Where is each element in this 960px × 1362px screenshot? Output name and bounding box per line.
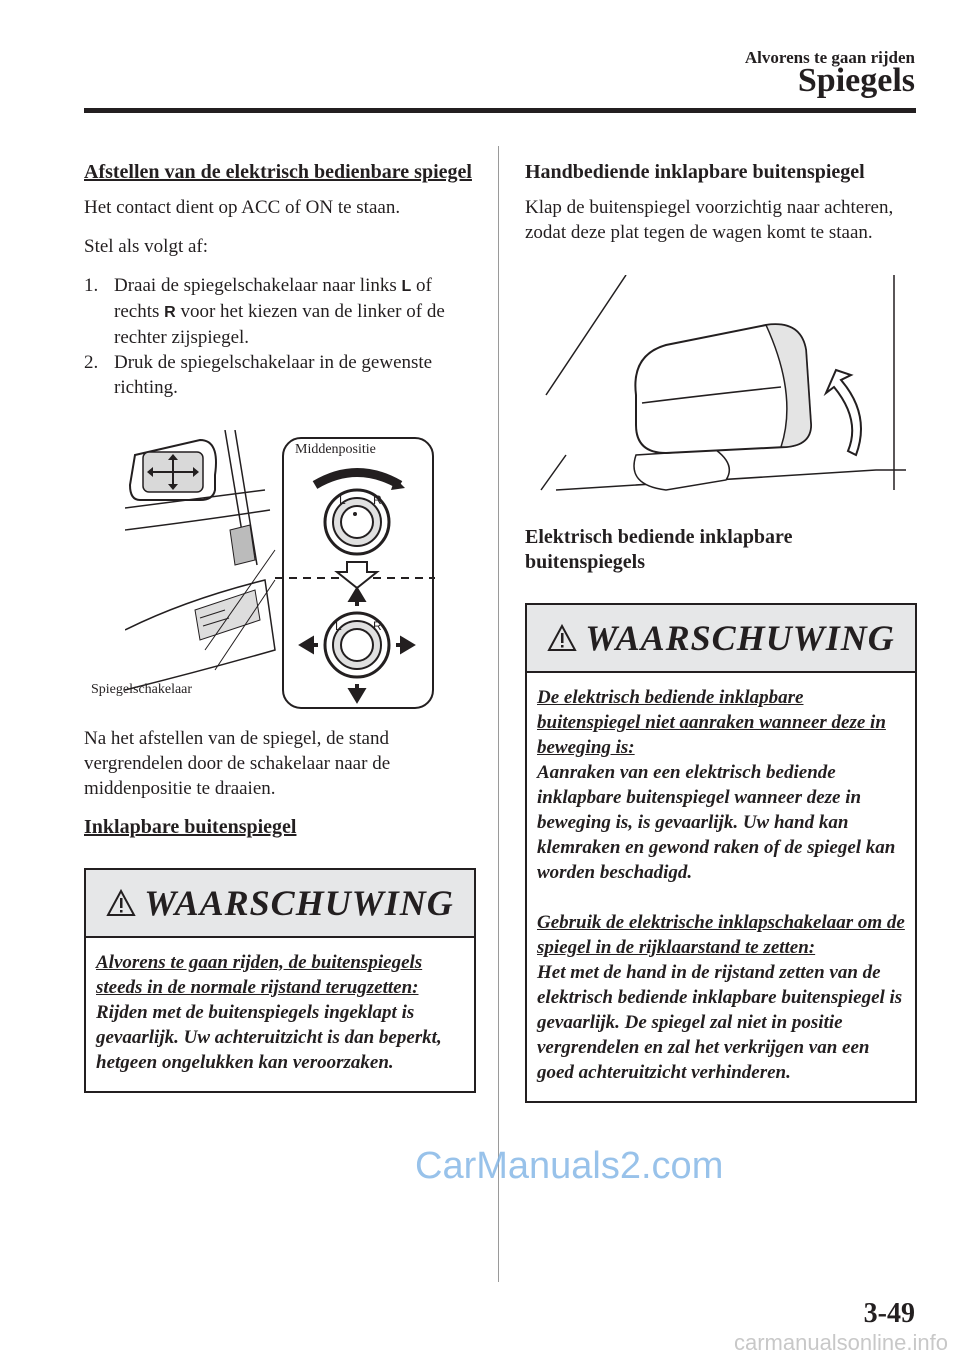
warning-triangle-icon — [106, 889, 136, 917]
section-title: Alvorens te gaan rijden — [744, 48, 915, 67]
folding-mirror-figure — [536, 275, 906, 505]
step-2 — [84, 350, 476, 400]
r-glyph: R — [164, 304, 176, 321]
warning-title: WAARSCHUWING — [585, 618, 895, 658]
warning-box-left — [84, 868, 476, 1093]
right-column — [525, 160, 917, 1103]
watermark-url: carmanualsonline.info — [733, 1330, 948, 1355]
folding-mirror-illustration — [536, 275, 906, 505]
steps-list — [84, 273, 476, 400]
heading-manual-fold: Handbediende inklapbare buitenspiegel — [525, 161, 865, 183]
warning-text: Rijden met de buitenspiegels ingeklapt is gevaarlijk. Uw achteruitzicht is dan beperkt, hetgeen ongelukken kan veroorzaken. — [96, 1002, 442, 1073]
step-text: Druk de spiegelschakelaar in de gewenste richting. — [114, 352, 433, 398]
page-number: 3-49 — [863, 1298, 915, 1329]
paragraph-lock-position: Na het afstellen van de spiegel, de stand vergrendelen door de schakelaar naar de middenpositie te draaien. — [84, 728, 391, 799]
step-number: 2. — [84, 352, 99, 373]
knob-l-label: L — [339, 493, 346, 507]
warning-triangle-icon — [547, 624, 577, 652]
knob-r-label: R — [373, 619, 382, 633]
page-title: Spiegels — [797, 62, 915, 99]
warning-header — [86, 870, 474, 938]
watermark: CarManuals2.com — [415, 1145, 724, 1187]
knob-l-label: L — [335, 619, 342, 633]
paragraph-ignition: Het contact dient op ACC of ON te staan. — [84, 197, 401, 218]
paragraph-fold-back: Klap de buitenspiegel voorzichtig naar achteren, zodat deze plat tegen de wagen komt te staan. — [525, 197, 894, 243]
warning-header — [527, 605, 915, 673]
warning-subheading: Alvorens te gaan rijden, de buitenspiegels steeds in de normale rijstand terugzetten: — [96, 952, 423, 998]
step-text: Draai de spiegelschakelaar naar links — [114, 275, 397, 296]
step-number: 1. — [84, 275, 99, 296]
warning-gap — [537, 885, 905, 910]
knob-r-label: R — [373, 493, 382, 507]
column-divider — [498, 146, 499, 1282]
mirror-switch-illustration — [125, 430, 435, 710]
step-1 — [84, 273, 476, 350]
step-text: voor het kiezen van de linker of de rechter zijspiegel. — [114, 301, 445, 348]
warning-box-right — [525, 603, 917, 1103]
left-column — [84, 160, 476, 1093]
warning-body — [86, 938, 474, 1091]
mirror-switch-figure — [91, 430, 435, 710]
paragraph-adjust-intro: Stel als volgt af: — [84, 236, 209, 257]
warning-text: Aanraken van een elektrisch bediende inklapbare buitenspiegel wanneer deze in beweging is, is gevaarlijk. Uw hand kan klemraken en gewond raken of de spiegel kan worden beschadigd. — [537, 762, 896, 883]
warning-title: WAARSCHUWING — [144, 883, 454, 923]
figure-label-switch: Spiegelschakelaar — [91, 682, 193, 697]
warning-subheading: Gebruik de elektrische inklapschakelaar om de spiegel in de rijklaarstand te zetten: — [537, 912, 905, 958]
header-rule — [84, 108, 916, 113]
step-text: of rechts — [114, 275, 432, 322]
warning-subheading: De elektrisch bediende inklapbare buitenspiegel niet aanraken wanneer deze in beweging is: — [537, 687, 886, 758]
heading-electric-fold: Elektrisch bediende inklapbare buitenspiegels — [525, 526, 793, 573]
heading-foldable-mirror: Inklapbare buitenspiegel — [84, 816, 297, 838]
warning-text: Het met de hand in de rijstand zetten van de elektrisch bediende inklapbare buitenspiegel is gevaarlijk. De spiegel zal niet in positie vergrendelen en zal het verkrijgen van een goed achteruitzicht verhinderen. — [537, 962, 903, 1083]
l-glyph: L — [401, 278, 412, 295]
figure-label-center: Middenpositie — [295, 442, 376, 457]
warning-body — [527, 673, 915, 1101]
heading-electric-mirror: Afstellen van de elektrisch bedienbare spiegel — [84, 161, 472, 183]
